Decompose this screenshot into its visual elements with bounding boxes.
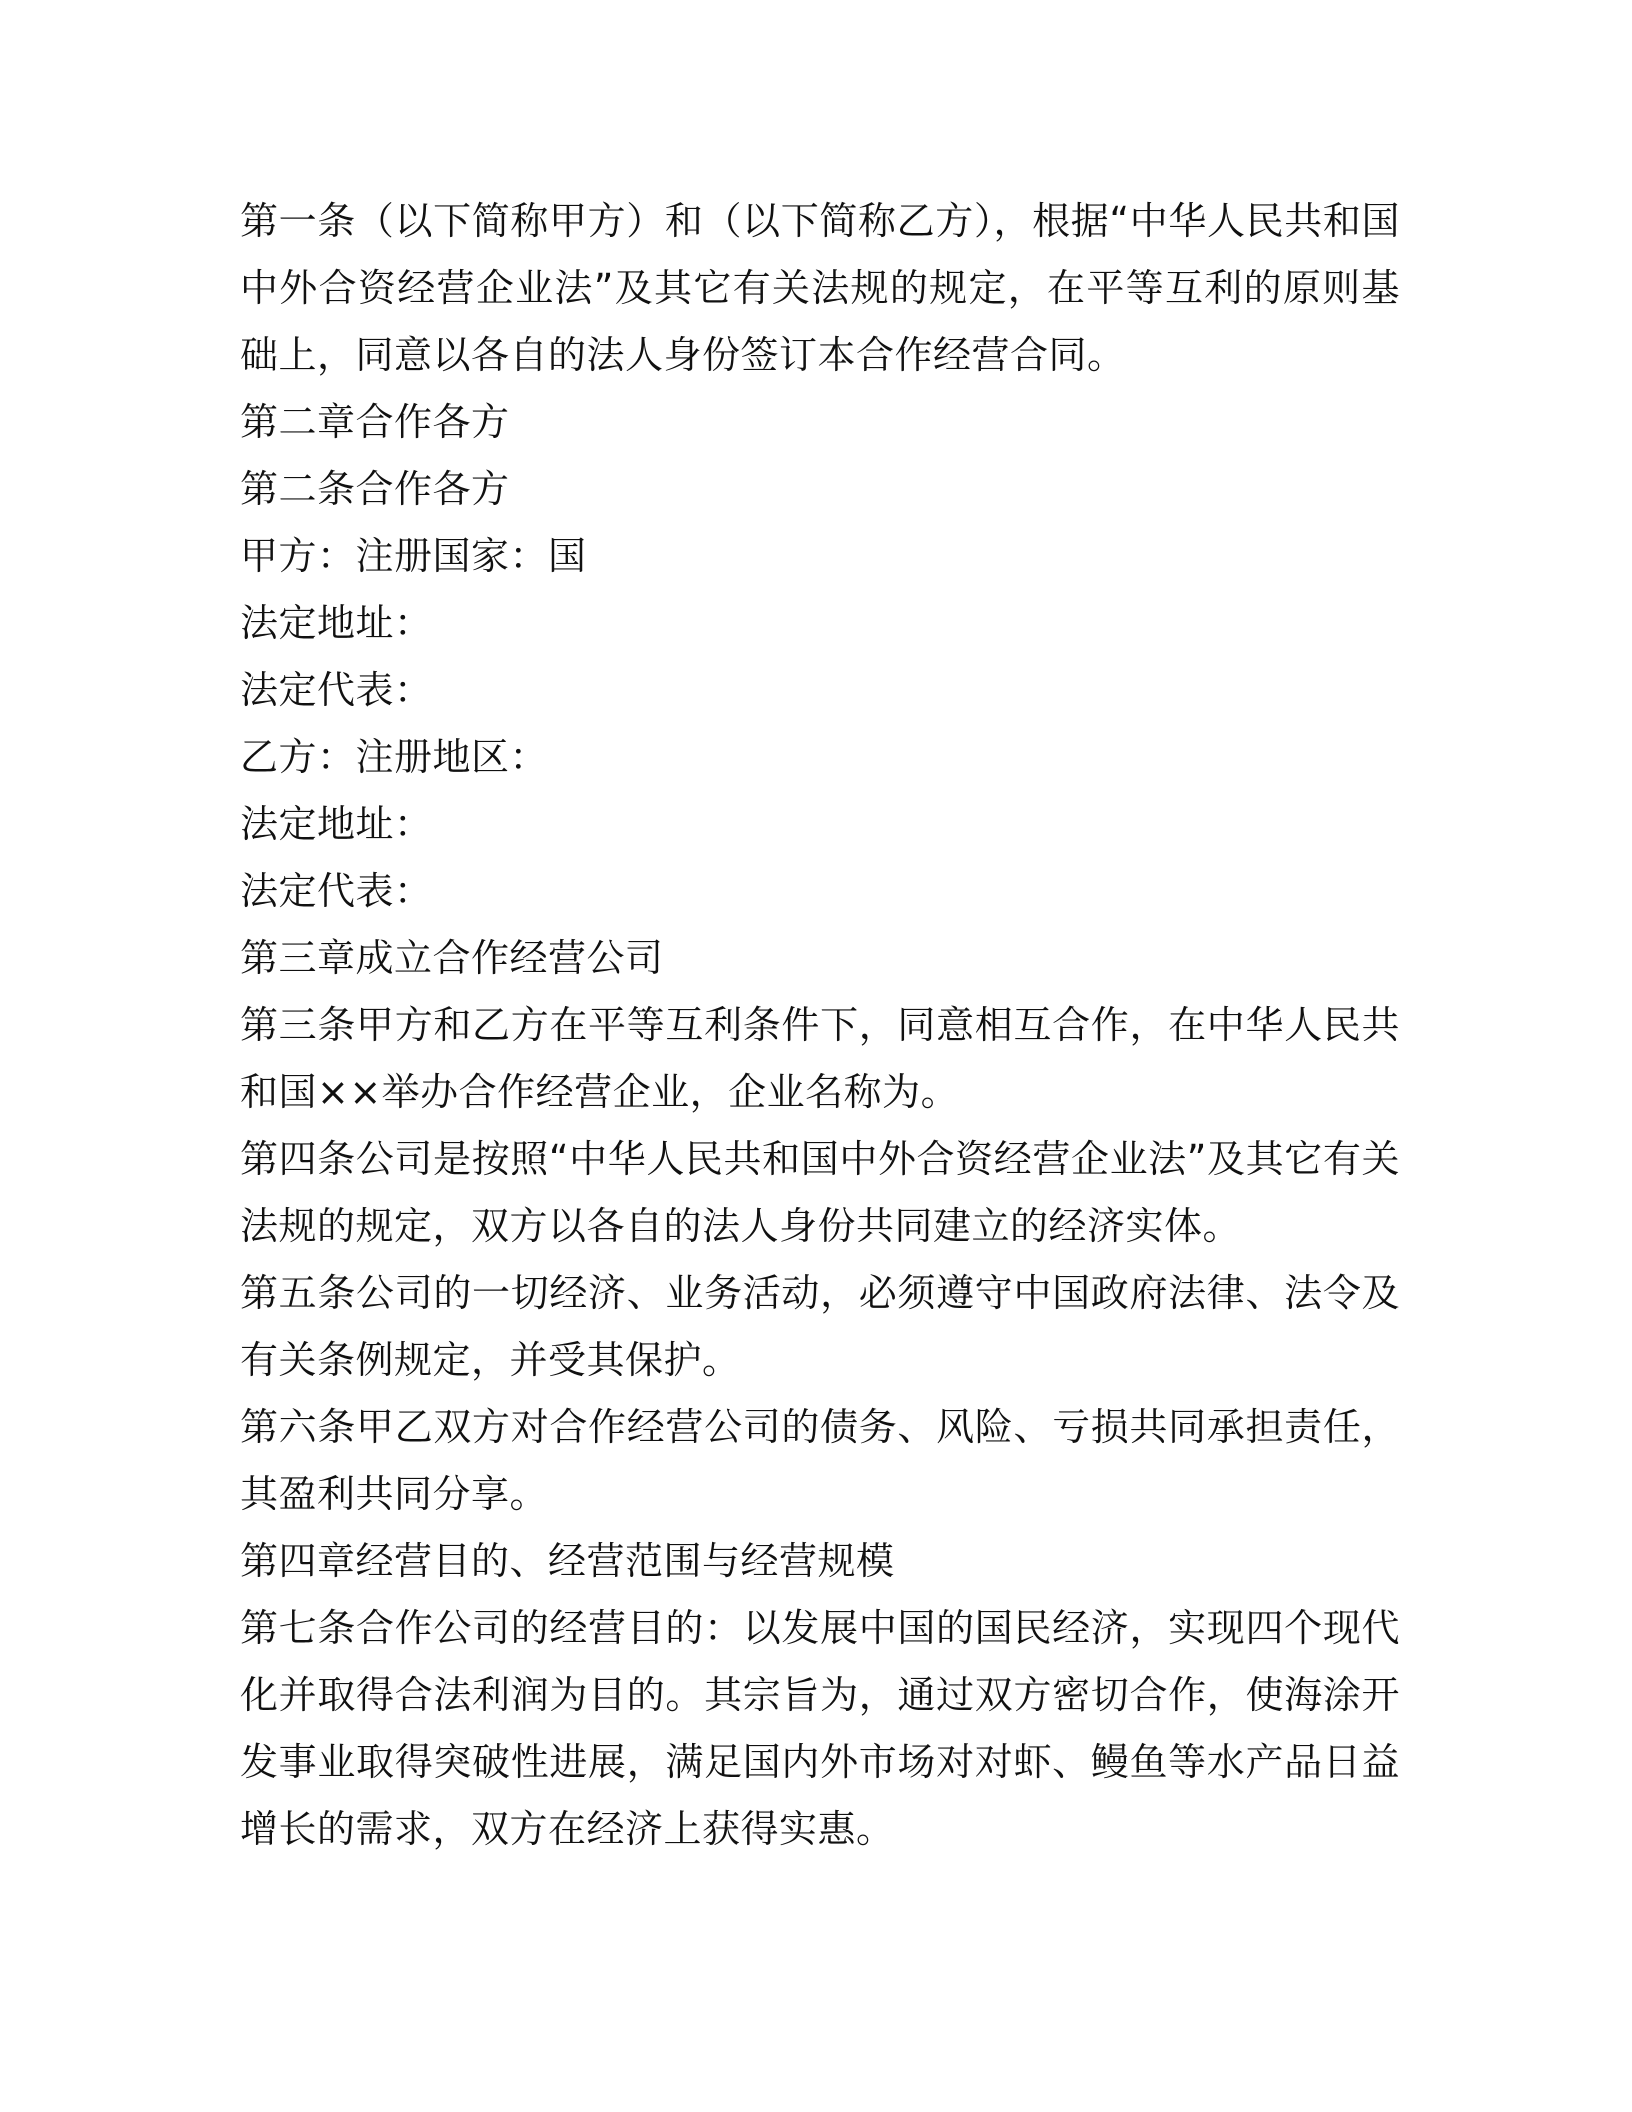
document-page (240, 188, 1400, 1863)
party-a-address: 法定地址： (240, 601, 433, 645)
article-7: 第七条合作公司的经营目的：以发展中国的国民经济，实现四个现代化并取得合法利润为目的。其宗旨为，通过双方密切合作，使海涂开发事业取得突破性进展，满足国内外市场对对虾、鳗鱼等水产品日益增长的需求，双方在经济上获得实惠。 (240, 1606, 1400, 1851)
article-2-heading: 第二条合作各方 (240, 467, 510, 511)
article-6: 第六条甲乙双方对合作经营公司的债务、风险、亏损共同承担责任，其盈利共同分享。 (240, 1405, 1400, 1516)
party-a-representative: 法定代表： (240, 668, 433, 712)
chapter-4-heading: 第四章经营目的、经营范围与经营规模 (240, 1539, 895, 1583)
article-5: 第五条公司的一切经济、业务活动，必须遵守中国政府法律、法令及有关条例规定，并受其保护。 (240, 1271, 1400, 1382)
party-b-address: 法定地址： (240, 802, 433, 846)
article-3: 第三条甲方和乙方在平等互利条件下，同意相互合作，在中华人民共和国××举办合作经营企业，企业名称为。 (240, 1003, 1400, 1114)
party-a-country: 甲方：注册国家：国 (240, 534, 587, 578)
party-b-representative: 法定代表： (240, 869, 433, 913)
chapter-2-heading: 第二章合作各方 (240, 400, 510, 444)
chapter-3-heading: 第三章成立合作经营公司 (240, 936, 664, 980)
party-b-region: 乙方：注册地区： (240, 735, 549, 779)
article-4: 第四条公司是按照“中华人民共和国中外合资经营企业法”及其它有关法规的规定，双方以各自的法人身份共同建立的经济实体。 (240, 1137, 1400, 1248)
article-1: 第一条（以下简称甲方）和（以下简称乙方），根据“中华人民共和国中外合资经营企业法”及其它有关法规的规定，在平等互利的原则基础上，同意以各自的法人身份签订本合作经营合同。 (240, 199, 1400, 377)
